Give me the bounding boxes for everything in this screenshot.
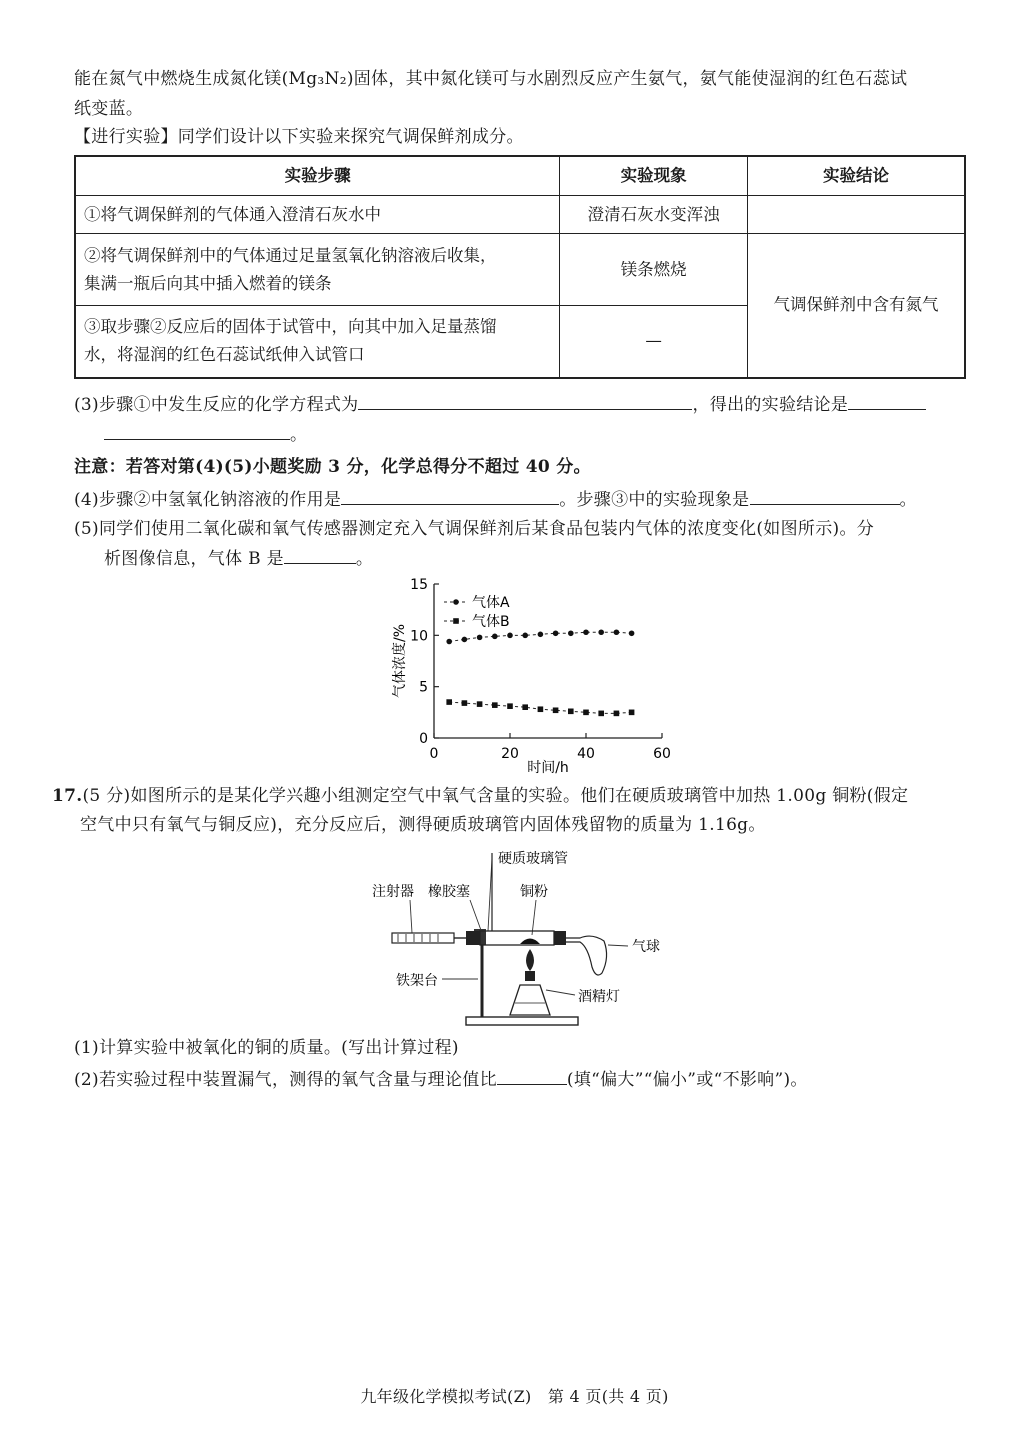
q4-text-2: 。步骤③中的实验现象是 xyxy=(559,490,750,510)
data-point-gas-b xyxy=(598,711,604,717)
q5-text-2: 。 xyxy=(355,549,374,569)
alcohol-lamp xyxy=(510,949,550,1015)
data-point-gas-a xyxy=(462,637,468,643)
q3-line2 xyxy=(104,421,307,448)
label-syringe: 注射器 xyxy=(372,884,414,900)
q17-sub1: (1)计算实验中被氧化的铜的质量。(写出计算过程) xyxy=(74,1038,459,1058)
chart-axes xyxy=(434,584,662,738)
q17-text-1: (5 分)如图所示的是某化学兴趣小组测定空气中氧气含量的实验。他们在硬质玻璃管中加热 1.00g 铜粉(假定 xyxy=(82,786,909,806)
q4-text-1: (4)步骤②中氢氧化钠溶液的作用是 xyxy=(74,490,342,510)
row2-step xyxy=(75,234,560,306)
legend-marker-circle xyxy=(453,599,459,605)
data-point-gas-b xyxy=(477,701,483,707)
data-point-gas-b xyxy=(522,704,528,710)
data-point-gas-b xyxy=(553,707,559,713)
apparatus-diagram xyxy=(370,845,690,1030)
table-header-row xyxy=(75,156,965,196)
q3-text-3: 。 xyxy=(290,425,308,445)
row1-phenomenon: 澄清石灰水变浑浊 xyxy=(560,196,748,234)
chart-y-label: 气体浓度/% xyxy=(392,623,408,699)
label-hard-glass-tube: 硬质玻璃管 xyxy=(498,851,568,867)
row3-step-line1: ③取步骤②反应后的固体于试管中，向其中加入足量蒸馏 xyxy=(84,317,497,337)
header-steps: 实验步骤 xyxy=(75,156,560,196)
y-tick-label: 10 xyxy=(410,628,428,645)
table-row xyxy=(75,234,965,306)
data-point-gas-b xyxy=(446,699,452,705)
q17-number: 17. xyxy=(52,786,83,806)
label-copper-powder: 铜粉 xyxy=(520,884,548,900)
gas-concentration-chart xyxy=(378,572,678,778)
flame xyxy=(526,949,534,971)
data-point-gas-a xyxy=(538,632,544,638)
data-point-gas-b xyxy=(568,709,574,715)
q5-text-1: 析图像信息，气体 B 是 xyxy=(104,549,284,569)
chart-ticks xyxy=(410,577,671,762)
data-point-gas-b xyxy=(538,706,544,712)
q3-blank-conclusion-a[interactable] xyxy=(848,391,926,410)
syringe xyxy=(392,933,466,943)
page-footer: 九年级化学模拟考试(Z) 第 4 页(共 4 页) xyxy=(360,1387,669,1406)
balloon xyxy=(566,936,607,975)
x-tick-label: 40 xyxy=(577,746,595,762)
data-point-gas-a xyxy=(477,635,483,641)
data-point-gas-a xyxy=(522,633,528,639)
y-tick-label: 5 xyxy=(419,679,428,696)
header-conclusion: 实验结论 xyxy=(747,156,965,196)
row1-step: ①将气调保鲜剂的气体通入澄清石灰水中 xyxy=(75,196,560,234)
y-tick-label: 15 xyxy=(410,577,428,593)
data-point-gas-a xyxy=(598,629,604,635)
q3-text-1: (3)步骤①中发生反应的化学方程式为 xyxy=(74,395,359,415)
label-rubber-stopper: 橡胶塞 xyxy=(428,884,470,900)
leader-lines xyxy=(410,858,628,995)
q3-line1 xyxy=(74,391,926,418)
legend-label: 气体A xyxy=(472,595,510,611)
rubber-stopper-left xyxy=(466,931,480,945)
x-tick-label: 20 xyxy=(501,746,519,762)
row3-step-line2: 水，将湿润的红色石蕊试纸伸入试管口 xyxy=(84,345,365,365)
q17-sub2 xyxy=(74,1066,808,1093)
row2-step-line1: ②将气调保鲜剂中的气体通过足量氢氧化钠溶液后收集， xyxy=(84,245,497,265)
intro-line-2: 纸变蓝。 xyxy=(74,99,144,119)
data-point-gas-a xyxy=(492,634,498,640)
data-point-gas-a xyxy=(583,629,589,635)
row2-step-line2: 集满一瓶后向其中插入燃着的镁条 xyxy=(84,273,332,293)
q3-text-2: ，得出的实验结论是 xyxy=(692,395,849,415)
intro-line-3: 【进行实验】同学们设计以下实验来探究气调保鲜剂成分。 xyxy=(74,127,524,147)
legend-label: 气体B xyxy=(472,614,510,630)
legend-marker-square xyxy=(453,618,459,624)
data-point-gas-b xyxy=(462,700,468,706)
data-point-gas-a xyxy=(446,639,452,645)
data-point-gas-b xyxy=(583,710,589,716)
row3-step xyxy=(75,306,560,378)
data-point-gas-b xyxy=(492,702,498,708)
data-point-gas-a xyxy=(629,630,635,636)
row3-phenomenon: — xyxy=(560,306,748,378)
q17-line2: 空气中只有氧气与铜反应)，充分反应后，测得硬质玻璃管内固体残留物的质量为 1.16g。 xyxy=(80,815,766,835)
q17-sub2-text-1: (2)若实验过程中装置漏气，测得的氧气含量与理论值比 xyxy=(74,1070,497,1090)
x-tick-label: 0 xyxy=(429,746,439,762)
q4-line xyxy=(74,486,917,513)
q5-blank-gas-b[interactable] xyxy=(284,545,356,564)
q4-text-3: 。 xyxy=(899,490,917,510)
data-point-gas-a xyxy=(614,629,620,635)
label-iron-stand: 铁架台 xyxy=(396,973,438,989)
q5-line1: (5)同学们使用二氧化碳和氧气传感器测定充入气调保鲜剂后某食品包装内气体的浓度变化(如图所示)。分 xyxy=(74,519,875,539)
bonus-note: 注意：若答对第(4)(5)小题奖励 3 分，化学总得分不超过 40 分。 xyxy=(74,457,591,477)
q4-blank-phenomenon[interactable] xyxy=(750,486,900,505)
row1-conclusion xyxy=(747,196,965,234)
data-point-gas-a xyxy=(568,630,574,636)
q17-sub2-text-2: (填“偏大”“偏小”或“不影响”)。 xyxy=(566,1070,808,1090)
q3-blank-conclusion-b[interactable] xyxy=(104,421,290,440)
y-tick-label: 0 xyxy=(419,731,428,747)
chart-series xyxy=(446,629,634,716)
q17-line1 xyxy=(52,783,908,809)
q3-blank-equation[interactable] xyxy=(358,391,692,410)
q4-blank-naoh-role[interactable] xyxy=(341,486,559,505)
q17-sub2-blank[interactable] xyxy=(497,1066,567,1085)
table-row xyxy=(75,196,965,234)
row2-phenomenon: 镁条燃烧 xyxy=(560,234,748,306)
data-point-gas-a xyxy=(507,633,513,639)
hard-glass-tube xyxy=(480,931,554,945)
row2-3-conclusion: 气调保鲜剂中含有氮气 xyxy=(747,234,965,378)
x-tick-label: 60 xyxy=(653,746,671,762)
intro-line-1: 能在氮气中燃烧生成氮化镁(Mg₃N₂)固体，其中氮化镁可与水剧烈反应产生氨气，氨气能使湿润的红色石蕊试 xyxy=(74,69,908,89)
chart-legend xyxy=(444,594,510,630)
label-alcohol-lamp: 酒精灯 xyxy=(578,989,620,1005)
label-balloon: 气球 xyxy=(632,939,660,955)
header-phenomenon: 实验现象 xyxy=(560,156,748,196)
rubber-stopper-right xyxy=(554,931,566,945)
data-point-gas-b xyxy=(614,711,620,717)
data-point-gas-b xyxy=(629,710,635,716)
chart-x-label: 时间/h xyxy=(527,760,569,776)
q5-line2 xyxy=(104,545,373,572)
stand-base xyxy=(466,1017,578,1025)
data-point-gas-b xyxy=(507,703,513,709)
data-point-gas-a xyxy=(553,630,559,636)
experiment-table xyxy=(74,155,966,379)
copper-powder xyxy=(520,939,540,945)
